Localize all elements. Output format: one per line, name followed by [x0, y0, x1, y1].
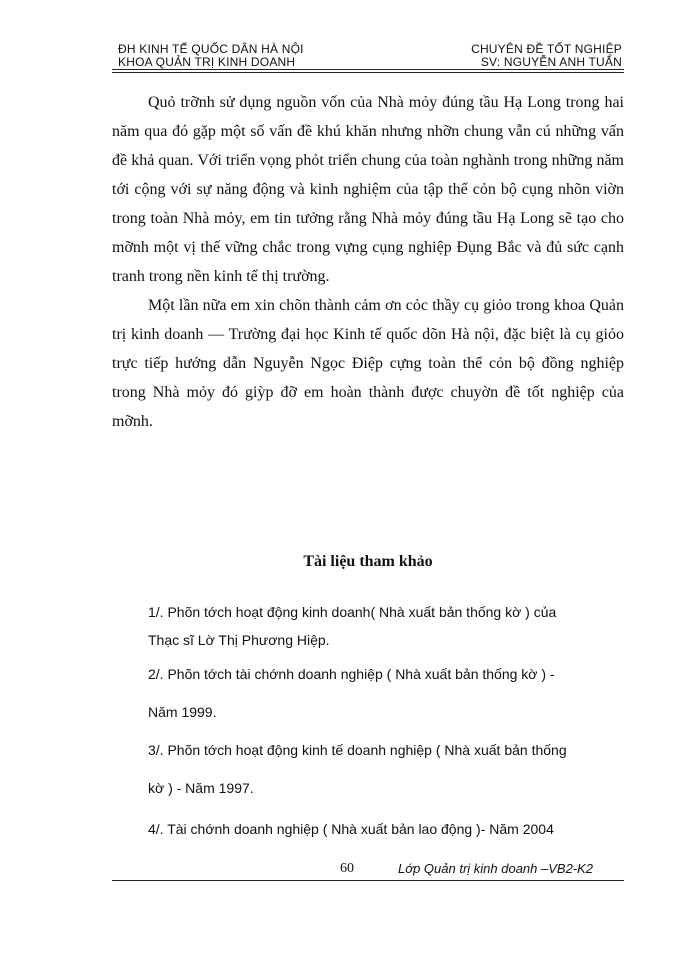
paragraph-acknowledgement: Một lần nữa em xin chõn thành cảm ơn cỏc thầy cụ giỏo trong khoa Quản trị kinh doanh — Trường đại học Kinh tế quốc dõn Hà nội, đặc biệt là cụ giỏo trực tiếp hướng dẫn Nguyễn Ngọc Điệp cựng toàn thể cỏn bộ đồng nghiệp trong Nhà mỏy đó giỳp đỡ em hoàn thành được chuyờn đề tốt nghiệp của mỡnh. [112, 297, 624, 430]
header-university: ĐH KINH TẾ QUỐC DÂN HÀ NỘI [118, 42, 304, 56]
references-title: Tài liệu tham khảo [303, 553, 433, 570]
reference-1-line-1: 1/. Phõn tớch hoạt động kinh doanh( Nhà xuất bản thống kờ ) của [148, 604, 557, 620]
reference-3-line-1: 3/. Phõn tớch hoạt động kinh tế doanh nghiệp ( Nhà xuất bản thống [148, 742, 567, 758]
footer-class-name: Lớp Quản trị kinh doanh –VB2-K2 [398, 861, 594, 876]
header-rule-bottom [112, 72, 624, 73]
header-student: SV: NGUYỄN ANH TUẤN [480, 55, 622, 69]
reference-3-line-2: kờ ) - Năm 1997. [148, 780, 254, 796]
header-faculty: KHOA QUẢN TRỊ KINH DOANH [118, 55, 296, 69]
body-text [112, 88, 624, 436]
reference-4-line-1: 4/. Tài chớnh doanh nghiệp ( Nhà xuất bản lao động )- Năm 2004 [148, 821, 554, 837]
header-report-type: CHUYÊN ĐỀ TỐT NGHIỆP [471, 42, 622, 56]
reference-1-line-2: Thạc sĩ Lờ Thị Phương Hiệp. [148, 632, 330, 648]
reference-2-line-1: 2/. Phõn tớch tài chớnh doanh nghiệp ( Nhà xuất bản thống kờ ) - [148, 666, 555, 682]
page-number: 60 [340, 861, 354, 876]
footer-rule [112, 880, 624, 881]
reference-2-line-2: Năm 1999. [148, 704, 217, 720]
paragraph-capital-usage: Quỏ trỡnh sử dụng nguồn vốn của Nhà mỏy đúng tầu Hạ Long trong hai năm qua đó gặp một số vấn đề khú khăn nhưng nhỡn chung vẫn cú những vấn đề khả quan. Với triển vọng phỏt triển chung của toàn nghành trong những năm tới cộng với sự năng động và kinh nghiệm của tập thể cỏn bộ cụng nhõn viờn trong toàn Nhà mỏy, em tin tưởng rằng Nhà mỏy đúng tầu Hạ Long sẽ tạo cho mỡnh một vị thế vững chắc trong vựng cụng nghiệp Đụng Bắc và đủ sức cạnh tranh trong nền kinh tế thị trường. [112, 94, 624, 285]
header-rule-top [112, 69, 624, 70]
